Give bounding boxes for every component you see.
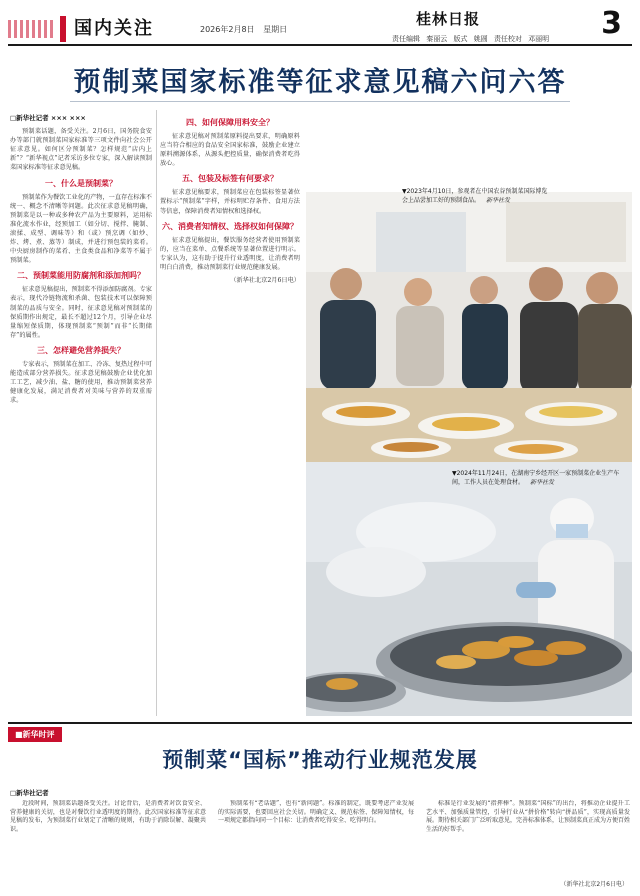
commentary-column-3 (426, 800, 630, 888)
header-rule (8, 44, 632, 46)
header-decoration (8, 20, 56, 38)
article-lead: 预制菜话题，备受关注。2月6日，国务院食安办等部门就预制菜国家标准等三项文件向社会公开征求意见。如何区分预制菜？怎样规范“店内上新”？“新华视点”记者采访多位专家，深入解读预制菜国家标准等征求意见稿。 (10, 128, 152, 172)
section-heading-3: 三、怎样避免营养损失？ (37, 345, 125, 355)
section-body-5: 征求意见稿要求，预制菜应在包装标签显著位置标示“预制菜”字样，并标明贮存条件、食用方法等信息，保障消费者知情权和选择权。 (160, 189, 300, 215)
section-heading-1: 一、什么是预制菜？ (45, 178, 117, 188)
column-separator (156, 110, 157, 716)
page-number: 3 (601, 6, 622, 41)
commentary-paragraph-3: 标准是行业发展的“指挥棒”。预制菜“国标”的出台，将推动企业提升工艺水平、加强质量管控，引导行业从“拼价格”转向“拼品质”，实现高质量发展。期待相关部门广泛听取意见，完善标准体系，让预制菜真正成为方便百姓生活的好帮手。 (426, 800, 630, 833)
section-heading-6: 六、消费者知情权、选择权如何保障？ (162, 221, 298, 231)
commentary-byline: □新华社记者 (10, 789, 49, 797)
expo-caption-text: ▼2023年4月10日，参观者在中国农谷预制菜国际博览会上品尝加工好的预制食品。 (402, 188, 548, 204)
section-heading-4: 四、如何保障用料安全？ (186, 118, 274, 127)
article-signoff: （新华社北京2月6日电） (230, 277, 300, 285)
section-body-6: 征求意见稿提出，餐饮服务经营者使用预制菜的，应当在菜单、点餐系统等显著位置进行明示。专家认为，这有助于提升行业透明度，让消费者明明白白消费，推动预制菜行业规范健康发展。 (160, 236, 300, 271)
section-body-4: 征求意见稿对预制菜原料提出要求，明确原料应当符合相应的食品安全国家标准，鼓励企业建立原料溯源体系，从源头把控质量，确保消费者吃得放心。 (160, 133, 300, 168)
date-text: 2026年2月8日 (200, 25, 255, 34)
editor-name: 秦丽云 (426, 35, 448, 43)
commentary-tab: ■新华时评 (8, 727, 62, 742)
factory-photo-image (306, 462, 632, 716)
editor-label: 责任编辑 (392, 35, 420, 43)
expo-photo (306, 192, 632, 462)
section-body-3: 专家表示，预制菜在加工、冷冻、复热过程中可能造成部分营养损失。征求意见稿鼓励企业优化加工工艺，减少油、盐、糖的使用，推动预制菜营养健康化发展，满足消费者对美味与营养的双重需求。 (10, 360, 152, 405)
commentary-title: 预制菜“国标”推动行业规范发展 (162, 748, 478, 772)
main-headline: 预制菜国家标准等征求意见稿六问六答 (73, 67, 567, 98)
factory-photo (306, 462, 632, 716)
layout-label: 版式 (453, 35, 468, 43)
editor-credits (392, 34, 553, 44)
commentary-signoff: （新华社北京2月6日电） (560, 881, 628, 888)
factory-caption-author: 新华社发 (530, 478, 555, 486)
commentary-column-2 (218, 800, 414, 888)
expo-caption-author: 新华社发 (486, 196, 511, 204)
section-heading-2: 二、预制菜能用防腐剂和添加剂吗？ (17, 271, 145, 281)
section-heading-5: 五、包装及标签有何要求？ (182, 174, 278, 184)
commentary-paragraph-1: 近段时间，预制菜话题备受关注。讨论背后，是消费者对饮食安全、营养健康的关切，也是对餐饮行业透明度的期待。此次国家标准等征求意见稿的发布，为预制菜行业划定了清晰的规则，有助于消除误解、凝聚共识。 (10, 800, 206, 833)
factory-photo-caption (452, 470, 628, 487)
proofreader-name: 邓丽明 (528, 35, 550, 43)
layout-name: 姚圆 (473, 35, 488, 43)
newspaper-masthead: 桂林日报 (416, 10, 481, 28)
commentary-paragraph-2: 预制菜有“老话题”，也有“新问题”。标准的制定，既要考虑产业发展的实际需要，也要回应社会关切。明确定义、规范标签、保障知情权，每一项规定都指向同一个目标：让消费者吃得安全、吃得明白。 (218, 800, 414, 825)
section-divider (8, 722, 632, 724)
section-body-2: 征求意见稿提出，预制菜不得添加防腐剂。专家表示，现代冷链物流和杀菌、包装技术可以保障预制菜的品质与安全。同时，征求意见稿对预制菜的保质期作出规定，最长不超过12个月，引导企业尽量缩短保质期，体现预制菜“预制”而非“长期储存”的属性。 (10, 286, 152, 339)
proofreader-label: 责任校对 (493, 35, 522, 43)
commentary-column-1 (10, 800, 206, 888)
issue-date (200, 24, 293, 35)
page-header (0, 0, 640, 48)
factory-caption-text: ▼2024年11月24日，在湖南宁乡经开区一家预制菜企业生产车间，工作人员在处理食材。 (452, 470, 620, 486)
article-byline: □新华社记者 ××× ××× (10, 114, 86, 122)
section-title: 国内关注 (60, 16, 164, 42)
section-body-1: 预制菜作为餐饮工业化的产物，一直存在标准不统一、概念不清晰等问题。此次征求意见稿明确，预制菜是以一种或多种农产品为主要原料，运用标准化流水作业，经预加工（如分切、搅拌、腌制、滚揉、成型、调味等）和（或）预烹调（如炒、炸、烤、煮、蒸等）制成，并进行预包装的菜肴。中央厨房制作的菜肴、主食类食品和净菜等不属于预制菜。 (10, 193, 152, 265)
expo-photo-image (306, 192, 632, 462)
article-column-1 (10, 112, 152, 714)
weekday-text: 星期日 (263, 25, 288, 34)
article-column-2 (160, 112, 300, 714)
expo-photo-caption (402, 188, 552, 205)
headline-divider (70, 101, 570, 102)
